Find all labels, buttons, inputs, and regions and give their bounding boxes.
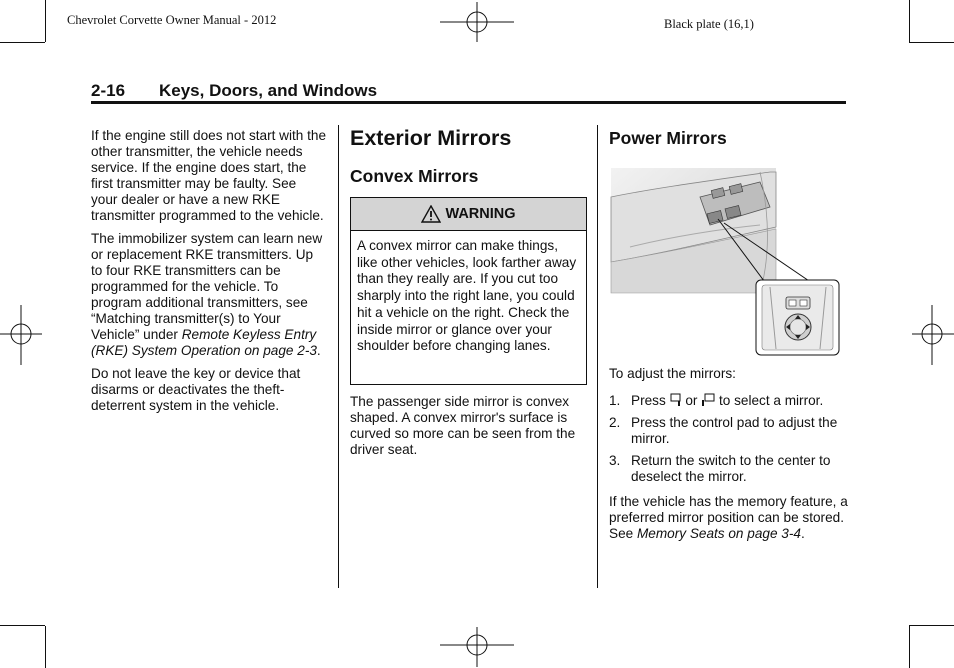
paragraph: The immobilizer system can learn new or replacement RKE transmitters. Up to four RKE transmitters can be programmed for the vehicle. To program additional transmitters, see “Matching transmitter(s) to Your Vehicle” under Remote Keyless Entry (RKE) System Operation on page 2-3. — [91, 231, 323, 358]
power-mirrors-text — [609, 366, 849, 549]
column-divider — [597, 125, 598, 588]
paragraph: If the vehicle has the memory feature, a preferred mirror position can be stored. See Memory Seats on page 3-4. — [609, 494, 848, 541]
registration-mark-right — [912, 305, 954, 365]
warning-triangle-icon — [421, 205, 441, 223]
paragraph: Do not leave the key or device that disarms or deactivates the theft-deterrent system in the vehicle. — [91, 366, 301, 413]
cross-reference-link[interactable]: Remote Keyless Entry (RKE) System Operation on page 2-3 — [91, 327, 317, 358]
crop-mark — [0, 42, 45, 43]
crop-mark — [45, 0, 46, 42]
list-item: 2. Press the control pad to adjust the mirror. — [609, 415, 838, 446]
crop-mark — [45, 626, 46, 668]
intro: To adjust the mirrors: — [609, 366, 736, 381]
left-mirror-select-icon — [670, 393, 682, 407]
warning-header — [351, 198, 586, 231]
page-number: 2-16 — [91, 81, 126, 100]
crop-mark — [909, 626, 910, 668]
crop-mark — [0, 625, 45, 626]
section-header — [91, 81, 377, 101]
warning-box — [350, 197, 587, 385]
door-mirror-control-illustration — [610, 167, 842, 357]
manual-title: Chevrolet Corvette Owner Manual - 2012 — [67, 13, 277, 27]
crop-mark — [909, 625, 954, 626]
crop-mark — [909, 42, 954, 43]
list-item: 1. Press or to select a mirror. — [609, 393, 824, 408]
registration-mark-left — [0, 305, 42, 365]
plate-label: Black plate (16,1) — [664, 17, 754, 31]
steps-list — [609, 393, 849, 485]
subheading: Convex Mirrors — [350, 166, 479, 186]
list-item: 3. Return the switch to the center to deselect the mirror. — [609, 453, 831, 484]
crop-mark — [909, 0, 910, 42]
convex-mirror-text: The passenger side mirror is convex shaped. A convex mirror's surface is curved so more can be seen from the driver seat. — [350, 394, 576, 457]
page-heading: Exterior Mirrors — [350, 126, 512, 150]
cross-reference-link[interactable]: Memory Seats on page 3-4 — [636, 526, 801, 541]
column-divider — [338, 125, 339, 588]
right-mirror-select-icon — [701, 393, 715, 407]
registration-mark-top — [440, 2, 514, 42]
column-1 — [91, 128, 326, 421]
header-rule — [91, 101, 846, 104]
warning-label: WARNING — [445, 206, 516, 222]
power-mirrors-heading: Power Mirrors — [609, 128, 727, 148]
paragraph: If the engine still does not start with the other transmitter, the vehicle needs service. If the engine does start, the first transmitter may be faulty. See your dealer or have a new RKE transmitter programmed to the vehicle. — [91, 128, 327, 223]
registration-mark-bottom — [440, 627, 514, 667]
warning-text: A convex mirror can make things, like other vehicles, look farther away than they really are. If you cut too sharply into the right lane, you could hit a vehicle on the right. Check the inside mirror or glance over your shoulder before changing lanes. — [357, 238, 577, 354]
section-title: Keys, Doors, and Windows — [159, 81, 378, 100]
